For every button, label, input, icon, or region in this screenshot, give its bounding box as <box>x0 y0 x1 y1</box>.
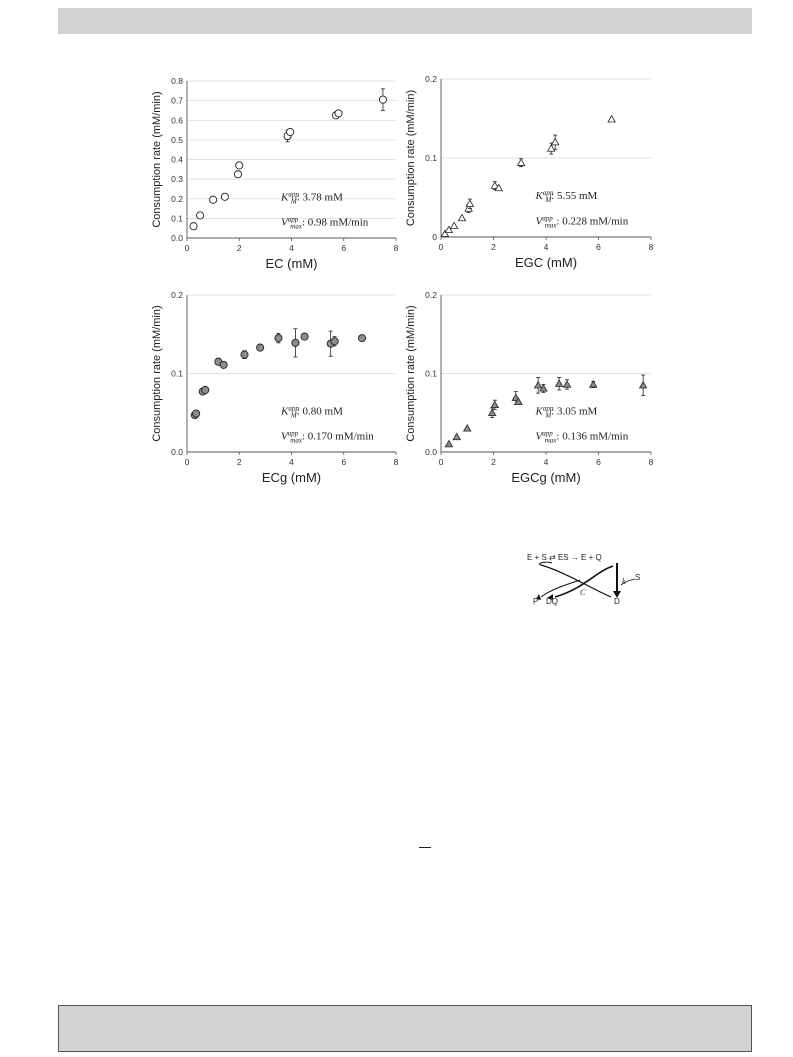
chart-panel-ec <box>151 76 399 271</box>
x-tick-label-ecg-2: 4 <box>289 457 294 467</box>
scheme-label-dq: DQ <box>546 597 558 606</box>
data-point-egc-11 <box>608 116 615 122</box>
vmax-annotation-egcg: $V^{app}$ max: 0.136 mM/min <box>535 429 629 445</box>
x-tick-label-egcg-0: 0 <box>438 457 444 467</box>
x-tick-label-egc-4: 8 <box>648 242 654 252</box>
data-point-egcg-12 <box>640 382 647 388</box>
y-tick-label-ec-7: 0.7 <box>171 95 183 106</box>
data-point-egcg-1 <box>453 433 460 439</box>
x-tick-label-ec-1: 2 <box>236 243 242 253</box>
data-point-ec-1 <box>196 212 203 219</box>
y-tick-label-ec-5: 0.5 <box>171 134 183 145</box>
y-tick-label-egc-2: 0.2 <box>425 74 437 84</box>
y-tick-label-egc-0: 0 <box>432 232 437 242</box>
data-point-egcg-0 <box>445 441 452 447</box>
scheme-label-p: P <box>533 597 539 606</box>
data-point-ecg-13 <box>358 335 365 342</box>
x-tick-label-egcg-4: 8 <box>648 457 654 467</box>
x-tick-label-egcg-1: 2 <box>491 457 496 467</box>
data-point-egc-3 <box>458 214 465 220</box>
reaction-scheme <box>527 553 640 606</box>
data-point-egcg-4 <box>491 401 498 407</box>
y-tick-label-egcg-1: 0.1 <box>425 368 437 379</box>
y-tick-label-ec-1: 0.1 <box>171 213 183 224</box>
data-point-egc-10 <box>552 139 559 145</box>
x-tick-label-egc-0: 0 <box>438 242 444 252</box>
y-tick-label-ec-6: 0.6 <box>171 115 183 126</box>
km-annotation-ec: $K^{app}$ M: 3.78 mM <box>281 190 343 206</box>
km-annotation-ecg: $K^{app}$ M: 0.80 mM <box>281 404 343 420</box>
x-tick-label-ec-0: 0 <box>184 243 190 253</box>
y-tick-label-egc-1: 0.1 <box>425 153 437 163</box>
x-tick-label-egcg-3: 6 <box>596 457 601 467</box>
data-point-ec-3 <box>221 193 228 200</box>
x-axis-title-ecg: ECg (mM) <box>261 470 322 485</box>
y-tick-label-ecg-1: 0.1 <box>171 368 183 379</box>
y-tick-label-egcg-2: 0.2 <box>425 290 437 300</box>
y-tick-label-ecg-2: 0.2 <box>171 290 183 300</box>
scheme-top-equation: E + S ⇄ ES → E + Q <box>527 553 602 562</box>
data-point-ec-5 <box>236 162 243 169</box>
footer-bar <box>58 1005 752 1052</box>
data-point-ec-7 <box>287 128 294 135</box>
data-point-ecg-8 <box>275 335 282 342</box>
data-point-ecg-10 <box>301 333 308 340</box>
data-point-ec-0 <box>190 223 197 230</box>
data-point-egcg-2 <box>464 425 471 431</box>
x-tick-label-ec-2: 4 <box>289 243 294 253</box>
data-point-ec-10 <box>379 96 386 103</box>
data-point-ecg-9 <box>292 339 299 346</box>
y-axis-title-egc: Consumption rate (mM/min) <box>405 89 417 227</box>
scheme-label-d: D <box>614 597 620 606</box>
y-tick-label-ec-2: 0.2 <box>171 193 183 204</box>
x-axis-title-ec: EC (mM) <box>265 256 318 271</box>
y-axis-title-egcg: Consumption rate (mM/min) <box>405 305 417 442</box>
x-tick-label-ecg-1: 2 <box>236 457 242 467</box>
x-tick-label-ecg-3: 6 <box>341 457 347 467</box>
data-point-ecg-3 <box>202 386 209 393</box>
chart-panel-ecg <box>151 290 399 485</box>
x-axis-title-egcg: EGCg (mM) <box>511 470 581 485</box>
scheme-label-s: S <box>635 573 641 582</box>
y-tick-label-ec-0: 0.0 <box>171 233 183 243</box>
data-point-egcg-10 <box>563 381 570 387</box>
y-tick-label-ec-3: 0.3 <box>171 174 183 185</box>
data-point-egc-8 <box>517 159 524 165</box>
x-tick-label-ec-3: 6 <box>341 243 347 253</box>
x-axis-title-egc: EGC (mM) <box>514 255 578 270</box>
data-point-ec-2 <box>210 196 217 203</box>
y-tick-label-ecg-0: 0.0 <box>171 447 183 457</box>
data-point-ec-9 <box>335 110 342 117</box>
y-tick-label-ec-4: 0.4 <box>171 154 183 165</box>
data-point-egc-2 <box>451 222 458 228</box>
data-point-egcg-11 <box>590 381 597 387</box>
scheme-label-k: k <box>622 577 626 586</box>
x-tick-label-ec-4: 8 <box>393 243 399 253</box>
x-tick-label-egc-3: 6 <box>596 242 601 252</box>
x-tick-label-ecg-0: 0 <box>184 457 190 467</box>
data-point-egcg-3 <box>489 409 496 415</box>
data-point-ecg-12 <box>331 338 338 345</box>
km-annotation-egcg: $K^{app}$ M: 3.05 mM <box>535 404 598 420</box>
vmax-annotation-egc: $V^{app}$ max: 0.228 mM/min <box>535 214 629 230</box>
x-tick-label-egcg-2: 4 <box>543 457 549 467</box>
data-point-ecg-1 <box>193 410 200 417</box>
data-point-egc-5 <box>466 200 473 206</box>
y-axis-title-ec: Consumption rate (mM/min) <box>151 91 163 228</box>
data-point-egcg-9 <box>556 380 563 386</box>
x-tick-label-egc-2: 4 <box>543 242 549 252</box>
chart-panel-egcg <box>405 290 654 485</box>
data-point-ec-4 <box>234 171 241 178</box>
vmax-annotation-ecg: $V^{app}$ max: 0.170 mM/min <box>281 429 374 445</box>
formula-fraction-bar <box>419 847 431 848</box>
data-point-ecg-7 <box>257 344 264 351</box>
y-tick-label-ec-8: 0.8 <box>171 76 183 86</box>
data-point-egc-9 <box>548 145 555 151</box>
y-axis-title-ecg: Consumption rate (mM/min) <box>151 305 163 442</box>
km-annotation-egc: $K^{app}$ M: 5.55 mM <box>535 189 598 205</box>
x-tick-label-egc-1: 2 <box>491 242 496 252</box>
data-point-ecg-6 <box>241 351 248 358</box>
data-point-egcg-7 <box>535 382 542 388</box>
x-tick-label-ecg-4: 8 <box>393 457 399 467</box>
vmax-annotation-ec: $V^{app}$ max: 0.98 mM/min <box>281 215 369 231</box>
chart-panel-egc <box>405 74 654 270</box>
data-point-ecg-5 <box>220 361 227 368</box>
y-tick-label-egcg-0: 0.0 <box>425 447 437 457</box>
scheme-label-c: C <box>580 588 586 597</box>
